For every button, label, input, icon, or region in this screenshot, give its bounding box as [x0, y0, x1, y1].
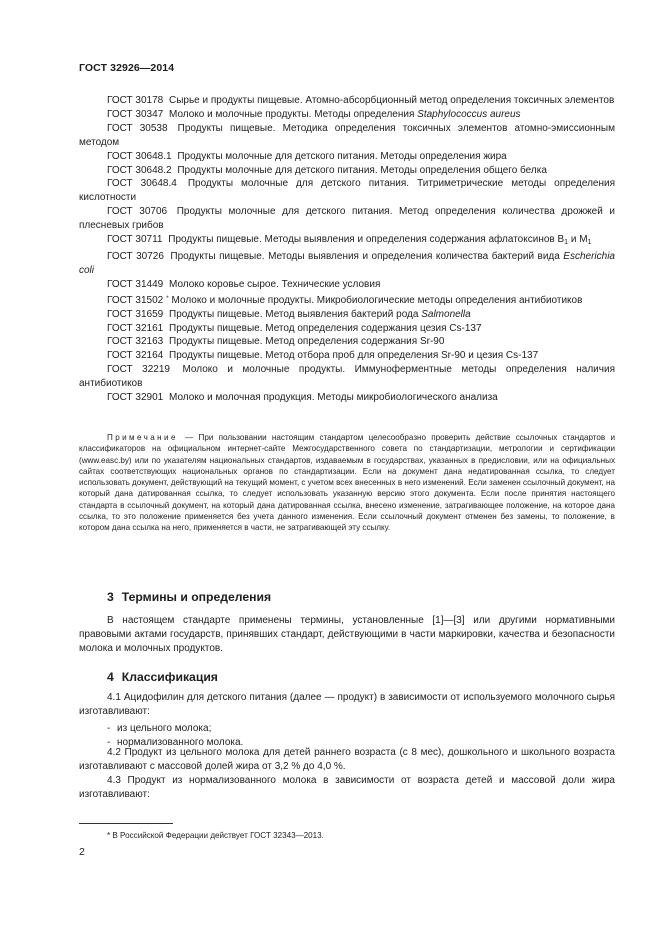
reference-item: ГОСТ 30711 Продукты пищевые. Методы выявления и определения содержания афлатоксинов $В_1$ и $М_1$	[107, 234, 592, 247]
reference-item: ГОСТ 30726 Продукты пищевые. Методы выявления и определения количества бактерий вида Escherichia coli	[79, 250, 615, 276]
page-number: 2	[79, 846, 85, 858]
reference-item: ГОСТ 32901 Молоко и молочная продукция. Методы микробиологического анализа	[107, 392, 498, 404]
reference-item: ГОСТ 32219 Молоко и молочные продукты. Иммуноферментные методы определения наличия антибиотиков	[79, 364, 615, 390]
reference-item: ГОСТ 30706 Продукты молочные для детского питания. Метод определения количества дрожжей и плесневых грибов	[79, 206, 616, 232]
reference-item: ГОСТ 31502 * Молоко и молочные продукты. Микробиологические методы определения антибиотиков	[107, 294, 583, 306]
reference-item: ГОСТ 32163 Продукты пищевые. Метод определения содержания Sr-90	[107, 336, 445, 348]
reference-item: ГОСТ 31449 Молоко коровье сырое. Технические условия	[107, 278, 381, 290]
section-3-text: В настоящем стандарте применены термины, установленные [1]—[3] или другими нормативными правовыми актами государств, принявших стандарт, действующими в части маркировки, качества и безопасности молока и молочных продуктов.	[79, 615, 615, 654]
reference-item: ГОСТ 30648.2 Продукты молочные для детского питания. Методы определения общего белка	[107, 164, 547, 176]
reference-item: ГОСТ 32161 Продукты пищевые. Метод определения содержания цезия Cs-137	[107, 322, 482, 334]
reference-item: ГОСТ 30538 Продукты пищевые. Методика определения токсичных элементов атомно-эмиссионным методом	[79, 122, 615, 148]
reference-item: ГОСТ 30347 Молоко и молочные продукты. Методы определения Staphylococcus aureus	[107, 108, 521, 120]
footnote-marker: *	[166, 294, 169, 302]
section-4-heading: 4 Классификация	[107, 670, 218, 684]
reference-item: ГОСТ 31659 Продукты пищевые. Метод выявления бактерий рода Salmonella	[107, 308, 471, 320]
section-3-heading: 3 Термины и определения	[107, 590, 272, 604]
reference-item: ГОСТ 30178 Сырье и продукты пищевые. Атомно-абсорбционный метод определения токсичных элементов	[107, 95, 615, 106]
footnote-divider	[79, 823, 173, 824]
clause-4-3: 4.3 Продукт из нормализованного молока в зависимости от возраста детей и массовой доли жира изготавливают:	[79, 775, 615, 800]
references-note	[79, 432, 615, 534]
reference-item: ГОСТ 30648.4 Продукты молочные для детского питания. Титриметрические методы определения кислотности	[79, 178, 616, 204]
clause-4-2: 4.2 Продукт из цельного молока для детей раннего возраста (с 8 мес), дошкольного и школьного возраста изготавливают с массовой долей жира от 3,2 % до 4,0 %.	[79, 747, 615, 772]
reference-item: ГОСТ 30648.1 Продукты молочные для детского питания. Методы определения жира	[107, 150, 507, 162]
list-item: - из цельного молока;	[107, 723, 212, 734]
list-item: - нормализованного молока.	[107, 737, 244, 748]
reference-item: ГОСТ 32164 Продукты пищевые. Метод отбора проб для определения Sr-90 и цезия Cs-137	[107, 350, 539, 362]
footnote: * В Российской Федерации действует ГОСТ 32343—2013.	[107, 831, 324, 840]
clause-4-1: 4.1 Ацидофилин для детского питания (далее — продукт) в зависимости от используемого молочного сырья изготавливают:	[79, 692, 615, 717]
document-code-header: ГОСТ 32926—2014	[79, 62, 175, 74]
note-text: — При пользовании настоящим стандартом целесообразно проверить действие ссылочных стандартов и классификаторов на официальном интернет-сайте Межгосударственного совета по стандартизации, метрологии и сертификации (www.easc.by) или по указателям национальных стандартов, издаваемым в государствах, указанных в предисловии, или на официальных сайтах соответствующих национальных органов по стандартизации. Если на документ дана недатированная ссылка, то следует использовать документ, действующий на текущий момент, с учетом всех внесенных в него изменений. Если заменен ссылочный документ, на который дана датированная ссылка, то следует использовать указанную версию этого документа. Если после принятия настоящего стандарта в ссылочный документ, на который дана датированная ссылка, внесено изменение, затрагивающее положение, на которое дана ссылка, то это положение применяется без учета данного изменения. Если ссылочный документ отменен без замены, то положение, в котором дана ссылка на него, применяется в части, не затрагивающей эту ссылку.	[79, 433, 616, 533]
normative-references-list	[79, 94, 615, 405]
note-label: Примечание	[107, 433, 178, 442]
